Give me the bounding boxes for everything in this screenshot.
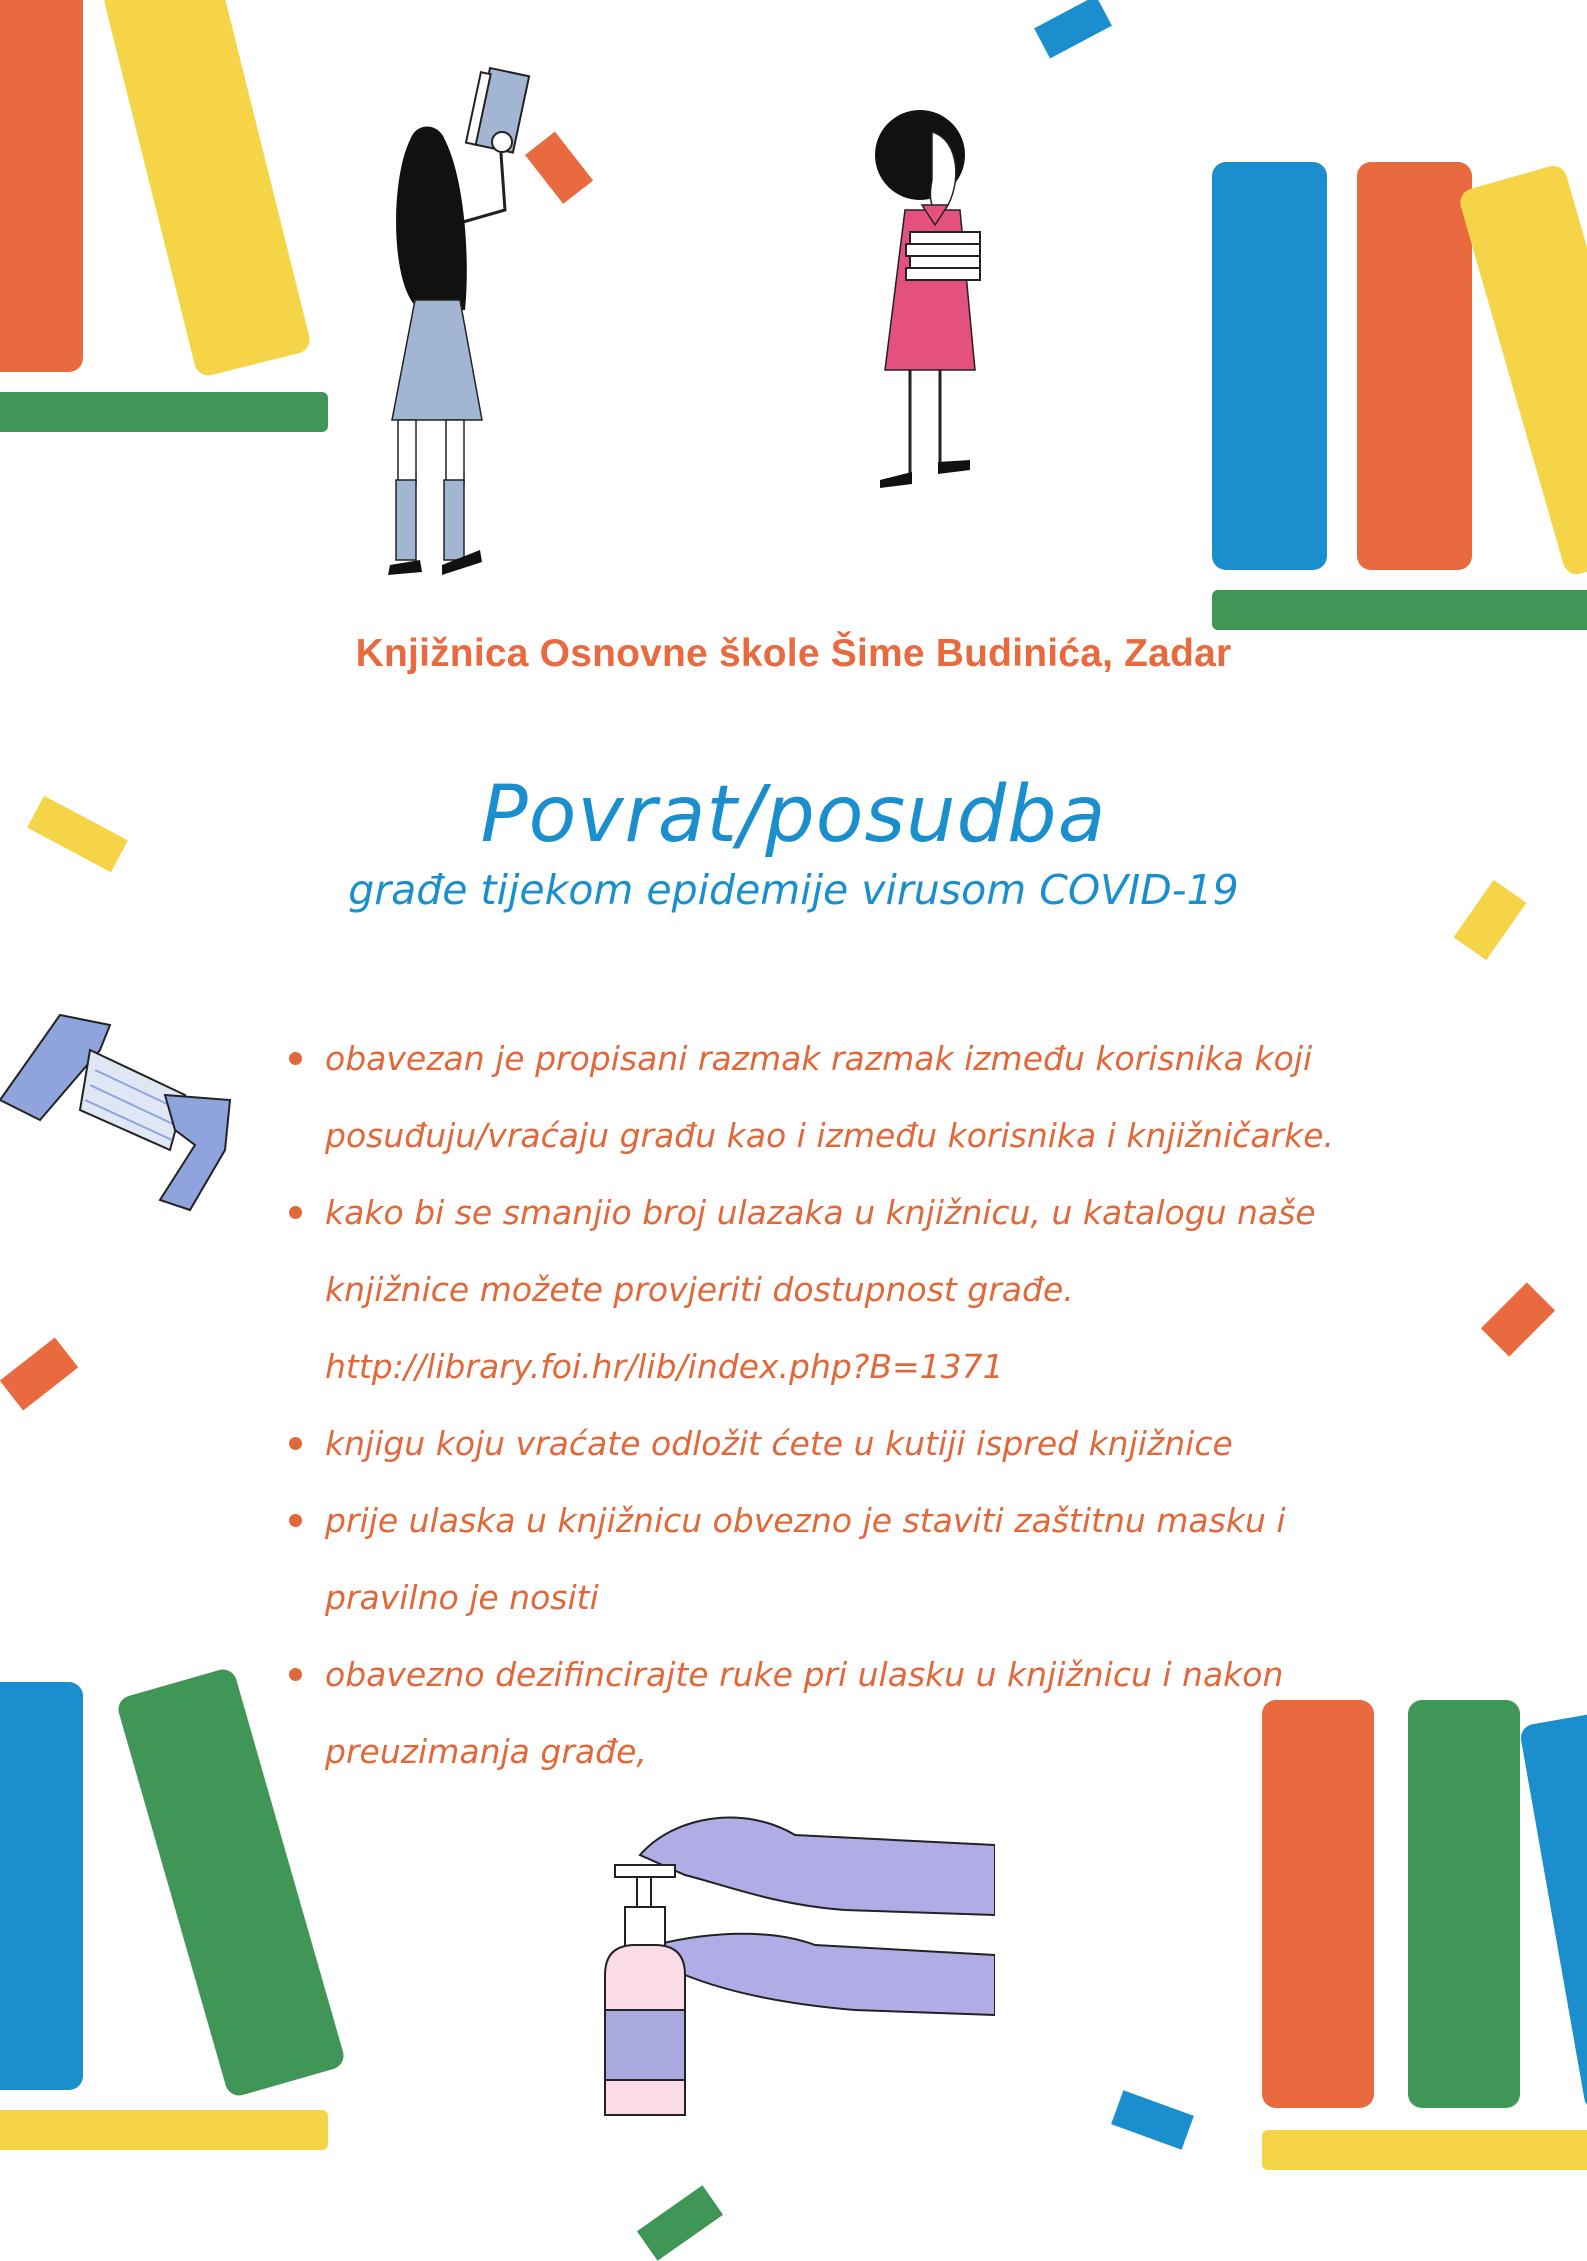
girl-with-book-illustration [350,60,610,580]
book-orange-top-left [0,0,83,372]
confetti-orange [0,1337,78,1410]
catalog-link[interactable]: http://library.foi.hr/lib/index.php?B=1371 [325,1347,1004,1386]
rules-list [285,1020,1415,1790]
girl-holding-books-illustration [840,100,1010,500]
rule-item [285,1020,1415,1174]
rule-text: obavezno dezifincirajte ruke pri ulasku u knjižnicu i nakon preuzimanja građe, [325,1655,1284,1771]
hands-mask-illustration [0,1000,240,1220]
book-orange-top-right [1357,162,1472,570]
rule-text: kako bi se smanjio broj ulazaka u knjižnicu, u katalogu naše knjižnice možete provjeriti dostupnost građe. [325,1193,1316,1309]
confetti-green [637,2185,723,2260]
page-subtitle: građe tijekom epidemije virusom COVID-19 [348,866,1239,914]
confetti-blue [1034,0,1112,58]
book-green-bottom-right [1408,1700,1520,2108]
rule-text: obavezan je propisani razmak razmak između korisnika koji posuđuju/vraćaju građu kao i između korisnika i knjižničarke. [325,1039,1335,1155]
book-blue-bottom-right [1519,1709,1587,2112]
rule-text: knjigu koju vraćate odložit ćete u kutiji ispred knjižnice [325,1424,1233,1463]
library-name: Knjižnica Osnovne škole Šime Budinića, Zadar [355,632,1232,675]
shelf-yellow-bottom-left [0,2110,328,2150]
book-blue-bottom-left [0,1682,83,2090]
rule-item [285,1405,1415,1482]
shelf-green-top-right [1212,590,1587,630]
book-yellow-top-left [101,0,312,378]
confetti-orange [1481,1282,1555,1356]
rule-item [285,1482,1415,1636]
hand-sanitizer-illustration [595,1795,995,2125]
rule-item [285,1174,1415,1405]
rule-item [285,1636,1415,1790]
book-yellow-top-right [1457,163,1587,578]
shelf-yellow-bottom-right [1262,2130,1587,2170]
book-blue-top-right [1212,162,1327,570]
page-title: Povrat/posudba [480,770,1107,860]
confetti-blue [1111,2090,1194,2149]
rule-text: prije ulaska u knjižnicu obvezno je staviti zaštitnu masku i pravilno je nositi [325,1501,1286,1617]
shelf-green-top-left [0,392,328,432]
